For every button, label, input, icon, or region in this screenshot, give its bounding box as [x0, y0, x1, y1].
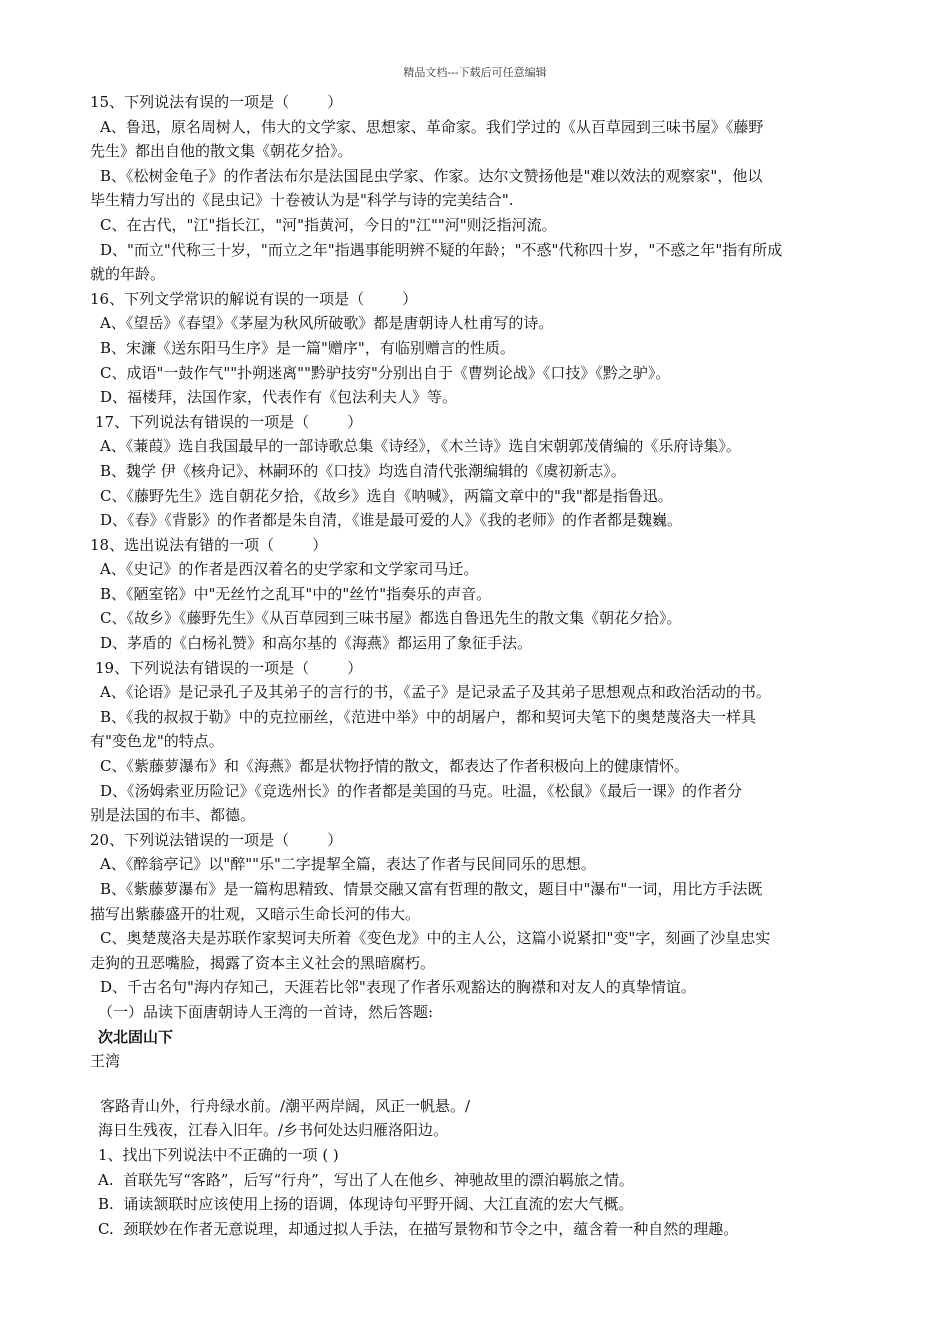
question-16-stem: 16、下列文学常识的解说有误的一项是（ ）	[90, 289, 418, 308]
q20-option-a: A、《醉翁亭记》以"醉""乐"二字提挈全篇，表达了作者与民间同乐的思想。	[100, 855, 596, 874]
q19-option-d-line1: D、《汤姆索亚历险记》《竞选州长》的作者都是美国的马克。吐温，《松鼠》《最后一课》的作者分	[100, 781, 743, 800]
q19-option-c: C、《紫藤萝瀑布》和《海燕》都是状物抒情的散文，都表达了作者积极向上的健康情怀。	[100, 757, 689, 776]
question-18-stem: 18、选出说法有错的一项（ ）	[90, 535, 328, 554]
q16-option-b: B、宋濂《送东阳马生序》是一篇"赠序"，有临别赠言的性质。	[100, 338, 515, 357]
question-15-stem: 15、下列说法有误的一项是（ ）	[90, 93, 343, 111]
poem-line-2: 海日生残夜，江春入旧年。/乡书何处达归雁洛阳边。	[98, 1121, 449, 1140]
question-20-stem: 20、下列说法错误的一项是（ ）	[90, 830, 343, 849]
poem-author: 王湾	[90, 1052, 121, 1071]
document-body	[90, 90, 860, 1241]
question-19-stem: 19、下列说法有错误的一项是（ ）	[95, 658, 363, 677]
q20-option-b-line1: B、《紫藤萝瀑布》是一篇构思精致、情景交融又富有哲理的散文，题目中"瀑布"一词，用比方手法既	[100, 880, 763, 898]
poem-line-1: 客路青山外，行舟绿水前。/潮平两岸阔，风正一帆悬。/	[100, 1096, 471, 1115]
q16-option-a: A、《望岳》《春望》《茅屋为秋风所破歌》都是唐朝诗人杜甫写的诗。	[100, 314, 554, 333]
q18-option-b: B、《陋室铭》中"无丝竹之乱耳"中的"丝竹"指奏乐的声音。	[100, 584, 492, 603]
q15-option-c: C、在古代，"江"指长江，"河"指黄河，今日的"江""河"则泛指河流。	[100, 215, 557, 234]
q15-option-b-line2: 毕生精力写出的《昆虫记》十卷被认为是"科学与诗的完美结合".	[90, 191, 514, 210]
spacer	[90, 1074, 860, 1094]
q15-option-d-line2: 就的年龄。	[90, 265, 166, 284]
q17-option-a: A、《蒹葭》选自我国最早的一部诗歌总集《诗经》，《木兰诗》选自宋朝郭茂倩编的《乐府诗集》。	[100, 437, 741, 456]
q15-option-a-line1: A、鲁迅，原名周树人，伟大的文学家、思想家、革命家。我们学过的《从百草园到三味书屋》《藤野	[100, 117, 764, 136]
poem-section-intro: （一）品读下面唐朝诗人王湾的一首诗，然后答题:	[98, 1002, 434, 1021]
question-17-stem: 17、下列说法有错误的一项是（ ）	[95, 412, 363, 431]
q19-option-d-line2: 别是法国的布丰、都德。	[90, 806, 256, 825]
q15-option-d-line1: D、"而立"代称三十岁，"而立之年"指遇事能明辨不疑的年龄；"不惑"代称四十岁，"不惑之年"指有所成	[100, 240, 783, 259]
page-header: 精品文档---下载后可任意编辑	[403, 66, 547, 79]
poem-q1-option-c: C. 颈联妙在作者无意说理，却通过拟人手法，在描写景物和节令之中，蕴含着一种自然的理趣。	[98, 1219, 739, 1238]
q16-option-d: D、福楼拜，法国作家，代表作有《包法利夫人》等。	[100, 388, 458, 407]
q19-option-b-line2: 有"变色龙"的特点。	[90, 732, 224, 751]
q20-option-b-line2: 描写出紫藤盛开的壮观，又暗示生命长河的伟大。	[90, 904, 421, 923]
q20-option-c-line2: 走狗的丑恶嘴脸，揭露了资本主义社会的黑暗腐朽。	[90, 953, 436, 972]
poem-q1-option-a: A. 首联先写“客路”，后写“行舟”，写出了人在他乡、神驰故里的漂泊羁旅之情。	[98, 1170, 634, 1189]
q18-option-c: C、《故乡》《藤野先生》《从百草园到三味书屋》都选自鲁迅先生的散文集《朝花夕拾》。	[100, 609, 682, 628]
q20-option-c-line1: C、奥楚蔑洛夫是苏联作家契诃夫所着《变色龙》中的主人公，这篇小说紧扣"变"字，刻画了沙皇忠实	[100, 929, 771, 948]
q20-option-d: D、千古名句"海内存知己，天涯若比邻"表现了作者乐观豁达的胸襟和对友人的真挚情谊。	[100, 978, 696, 997]
q18-option-a: A、《史记》的作者是西汉着名的史学家和文学家司马迁。	[100, 560, 479, 579]
poem-q1-option-b: B. 诵读颔联时应该使用上扬的语调，体现诗句平野开阔、大江直流的宏大气概。	[98, 1195, 634, 1214]
q17-option-b: B、魏学 伊《核舟记》、林嗣环的《口技》均选自清代张潮编辑的《虞初新志》。	[100, 461, 626, 480]
q19-option-b-line1: B、《我的叔叔于勒》中的克拉丽丝，《范进中举》中的胡屠户，都和契诃夫笔下的奥楚蔑洛夫一样具	[100, 707, 757, 726]
poem-title: 次北固山下	[98, 1027, 174, 1046]
q16-option-c: C、成语"一鼓作气""扑朔迷离""黔驴技穷"分别出自于《曹刿论战》《口技》《黔之驴》。	[100, 363, 671, 382]
q18-option-d: D、茅盾的《白杨礼赞》和高尔基的《海燕》都运用了象征手法。	[100, 634, 533, 653]
q17-option-d: D、《春》《背影》的作者都是朱自清，《谁是最可爱的人》《我的老师》的作者都是魏巍。	[100, 511, 683, 530]
q15-option-a-line2: 先生》都出自他的散文集《朝花夕拾》。	[90, 142, 353, 161]
q15-option-b-line1: B、《松树金龟子》的作者法布尔是法国昆虫学家、作家。达尔文赞扬他是"难以效法的观察家"，他以	[100, 166, 763, 185]
poem-question-1-stem: 1、找出下列说法中不正确的一项 ( )	[98, 1145, 339, 1164]
q19-option-a: A、《论语》是记录孔子及其弟子的言行的书，《孟子》是记录孟子及其弟子思想观点和政治活动的书。	[100, 683, 771, 702]
q17-option-c: C、《藤野先生》选自朝花夕拾，《故乡》选自《呐喊》，两篇文章中的"我"都是指鲁迅。	[100, 486, 673, 505]
